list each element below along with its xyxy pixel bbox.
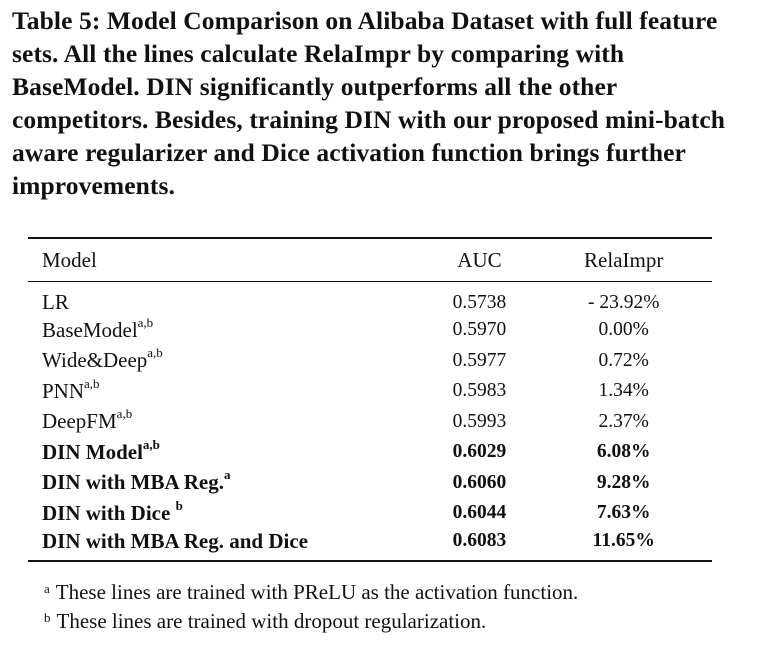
footnote: [44, 607, 578, 636]
model-cell: [28, 282, 423, 316]
auc-cell: 0.6060: [452, 471, 507, 493]
relaimpr-cell: 9.28%: [596, 471, 651, 493]
auc-cell: 0.5970: [452, 319, 507, 341]
auc-cell: 0.6044: [452, 502, 507, 524]
model-name: DeepFM: [42, 409, 117, 434]
model-name: DIN Model: [42, 439, 143, 464]
header-auc: AUC: [457, 247, 502, 272]
results-table-container: [28, 237, 712, 562]
table-row: [28, 529, 712, 561]
auc-cell: 0.5993: [452, 410, 507, 432]
results-table: [28, 237, 712, 562]
model-superscript: a,b: [147, 345, 163, 361]
model-superscript: a,b: [84, 375, 100, 391]
relaimpr-cell: - 23.92%: [587, 291, 660, 313]
table-row: [28, 282, 712, 316]
footnote: [44, 578, 578, 607]
model-cell: [28, 315, 423, 346]
relaimpr-cell: 0.72%: [598, 349, 649, 371]
table-caption: Table 5: Model Comparison on Alibaba Dataset with full feature sets. All the lines calculate RelaImpr by comparing with BaseModel. DIN significantly outperforms all the other competitors. Besides, training DIN with our proposed mini-batch aware regularizer and Dice activation function brings further improvements.: [12, 6, 726, 200]
footnotes: [44, 578, 578, 636]
model-cell: [28, 529, 423, 561]
table-row: [28, 376, 712, 407]
table-row: [28, 407, 712, 438]
relaimpr-cell: 2.37%: [598, 410, 649, 432]
model-name: DIN with MBA Reg. and Dice: [42, 528, 308, 553]
table-row: [28, 346, 712, 377]
model-cell: [28, 346, 423, 377]
model-superscript: a,b: [137, 314, 154, 330]
header-model: Model: [42, 247, 97, 272]
model-superscript: a,b: [142, 436, 160, 452]
model-name: LR: [42, 290, 69, 314]
model-name: Wide&Deep: [42, 348, 148, 373]
footnote-text: These lines are trained with PReLU as the activation function.: [55, 580, 579, 604]
auc-cell: 0.6083: [452, 530, 507, 551]
model-cell: [28, 407, 423, 438]
table-row: [28, 315, 712, 346]
model-name: DIN with Dice: [42, 500, 176, 525]
table-header-row: [28, 238, 712, 282]
header-relaimpr: RelaImpr: [584, 247, 664, 272]
auc-cell: 0.5983: [452, 380, 507, 402]
model-superscript: a: [224, 467, 231, 483]
relaimpr-cell: 7.63%: [596, 502, 651, 524]
model-cell: [28, 498, 423, 529]
table-row: [28, 437, 712, 468]
relaimpr-cell: 11.65%: [592, 530, 655, 551]
model-name: DIN with MBA Reg.: [42, 470, 224, 495]
model-cell: [28, 468, 423, 499]
auc-cell: 0.5977: [452, 349, 507, 371]
model-superscript: b: [175, 497, 183, 513]
table-row: [28, 498, 712, 529]
model-cell: [28, 376, 423, 407]
relaimpr-cell: 6.08%: [596, 441, 651, 463]
auc-cell: 0.5738: [452, 291, 507, 313]
relaimpr-cell: 0.00%: [598, 319, 649, 341]
auc-cell: 0.6029: [452, 441, 507, 463]
footnote-text: These lines are trained with dropout regularization.: [56, 609, 487, 633]
table-row: [28, 468, 712, 499]
model-name: BaseModel: [42, 317, 138, 342]
footnote-mark: b: [44, 610, 51, 625]
model-cell: [28, 437, 423, 468]
relaimpr-cell: 1.34%: [598, 380, 649, 402]
footnote-mark: a: [44, 581, 50, 596]
model-superscript: a,b: [116, 406, 133, 422]
model-name: PNN: [42, 378, 85, 403]
